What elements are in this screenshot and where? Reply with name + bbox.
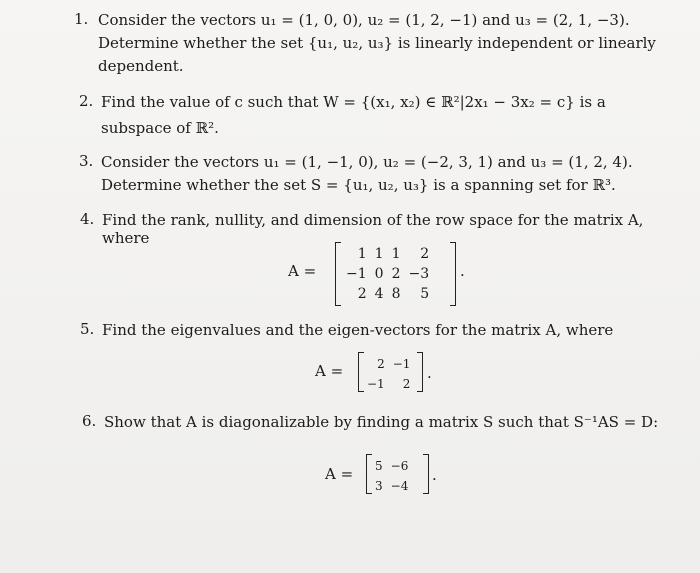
problem-2-number: 2.	[79, 92, 94, 110]
matrix-4-right-bracket	[450, 242, 456, 306]
matrix-row	[371, 476, 412, 496]
matrix-cell: −1	[346, 266, 367, 282]
problem-3-line-1: Consider the vectors u₁ = (1, −1, 0), u₂ = (−2, 3, 1) and u₃ = (1, 2, 4).	[101, 153, 633, 171]
matrix-cell: 8	[391, 286, 401, 302]
problem-1-number: 1.	[74, 10, 89, 28]
matrix-cell: 5	[375, 459, 383, 473]
problem-6-number: 6.	[82, 412, 97, 430]
problem-5-number: 5.	[80, 320, 95, 338]
matrix-cell: 2	[357, 286, 367, 302]
matrix-cell: −4	[390, 479, 409, 493]
problem-4-line-2: where	[102, 229, 150, 247]
problem-3-line-2: Determine whether the set S = {u₁, u₂, u₃} is a spanning set for ℝ³.	[101, 176, 616, 194]
matrix-cell: 1	[357, 246, 367, 262]
matrix-cell: 2	[420, 246, 430, 262]
matrix-4-left-bracket	[335, 242, 341, 306]
problem-5-line-1: Find the eigenvalues and the eigen-vectors for the matrix A, where	[102, 321, 614, 339]
matrix-6-label: A =	[325, 465, 354, 483]
matrix-cell: −3	[408, 266, 430, 282]
matrix-row	[342, 284, 433, 304]
matrix-5-label: A =	[315, 362, 344, 380]
matrix-cell: 1	[374, 246, 384, 262]
problem-6-line-1: Show that A is diagonalizable by finding a matrix S such that S⁻¹AS = D:	[104, 413, 659, 431]
matrix-cell: 0	[374, 266, 384, 282]
matrix-5	[363, 354, 414, 394]
matrix-cell: 1	[391, 246, 401, 262]
matrix-cell: 2	[377, 357, 385, 371]
matrix-4-end: .	[460, 262, 465, 280]
matrix-row	[363, 374, 414, 394]
problem-1-line-2: Determine whether the set {u₁, u₂, u₃} is linearly independent or linearly	[98, 34, 656, 52]
matrix-cell: 4	[374, 286, 384, 302]
matrix-row	[363, 354, 414, 374]
matrix-4	[342, 244, 433, 304]
matrix-row	[371, 456, 412, 476]
matrix-6	[371, 456, 412, 496]
problem-1-line-1: Consider the vectors u₁ = (1, 0, 0), u₂ = (1, 2, −1) and u₃ = (2, 1, −3).	[98, 11, 630, 29]
matrix-cell: 2	[402, 377, 411, 391]
problem-2-line-1: Find the value of c such that W = {(x₁, x₂) ∈ ℝ²|2x₁ − 3x₂ = c} is a	[101, 93, 606, 111]
matrix-cell: −6	[390, 459, 409, 473]
matrix-row	[342, 244, 433, 264]
matrix-cell: 2	[391, 266, 401, 282]
problem-4-number: 4.	[80, 210, 95, 228]
problem-1-line-3: dependent.	[98, 57, 184, 75]
matrix-cell: −1	[367, 377, 385, 391]
matrix-6-right-bracket	[423, 454, 429, 494]
problem-2-line-2: subspace of ℝ².	[101, 119, 219, 137]
matrix-5-right-bracket	[417, 352, 423, 392]
matrix-6-end: .	[432, 466, 437, 484]
matrix-row	[342, 264, 433, 284]
problem-4-line-1: Find the rank, nullity, and dimension of the row space for the matrix A,	[102, 211, 644, 229]
problem-3-number: 3.	[79, 152, 94, 170]
matrix-5-end: .	[427, 364, 432, 382]
matrix-cell: −1	[392, 357, 411, 371]
matrix-cell: 3	[375, 479, 383, 493]
matrix-4-label: A =	[288, 262, 317, 280]
matrix-cell: 5	[420, 286, 430, 302]
